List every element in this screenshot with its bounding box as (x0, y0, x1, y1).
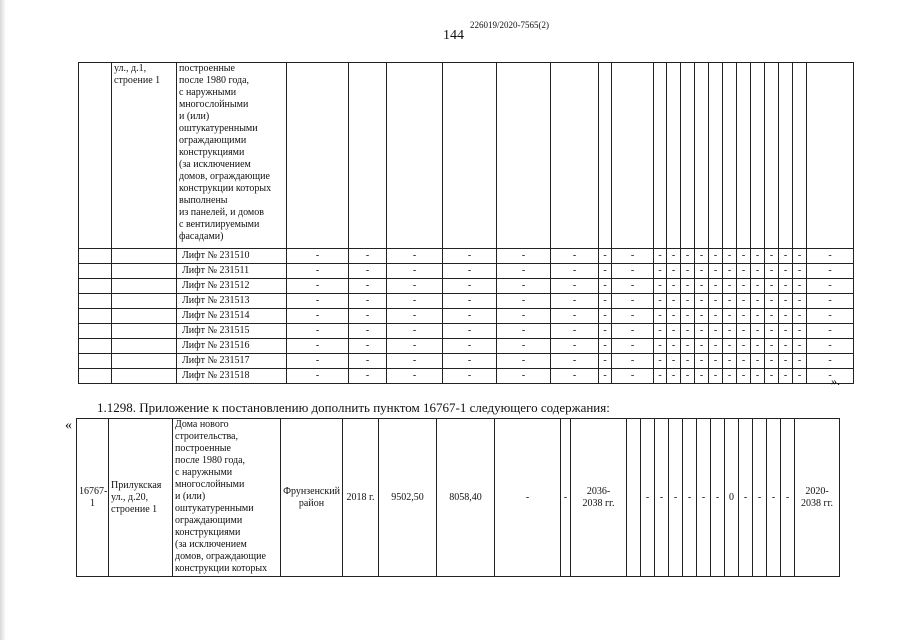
dash-cell: - (443, 369, 497, 384)
dash-cell: - (349, 369, 387, 384)
dash-cell: - (654, 324, 667, 339)
lift-row (79, 369, 854, 384)
dash-cell: - (612, 264, 654, 279)
entry-dash: - (739, 419, 753, 577)
dash-cell: - (765, 294, 779, 309)
dash-cell: - (551, 339, 599, 354)
dash-cell: - (723, 309, 737, 324)
dash-cell: - (387, 369, 443, 384)
entry-area-living: 8058,40 (437, 419, 495, 577)
dash-cell: - (612, 339, 654, 354)
dash-cell: - (654, 279, 667, 294)
dash-cell: - (737, 309, 751, 324)
dash-cell: - (654, 309, 667, 324)
dash-cell: - (765, 279, 779, 294)
entry-dash: - (655, 419, 669, 577)
dash-cell: - (779, 264, 793, 279)
dash-cell: - (287, 339, 349, 354)
dash-cell: - (612, 354, 654, 369)
dash-cell: - (497, 324, 551, 339)
dash-cell: - (599, 249, 612, 264)
lift-label: Лифт № 231510 (177, 249, 287, 264)
dash-cell: - (793, 249, 807, 264)
entry-dash: - (753, 419, 767, 577)
dash-cell: - (751, 309, 765, 324)
dash-cell: - (695, 324, 709, 339)
dash-cell: - (497, 294, 551, 309)
dash-cell: - (695, 339, 709, 354)
dash-cell: - (723, 369, 737, 384)
dash-cell: - (765, 354, 779, 369)
dash-cell: - (793, 324, 807, 339)
dash-cell: - (612, 279, 654, 294)
dash-cell: - (695, 279, 709, 294)
dash-cell: - (387, 279, 443, 294)
dash-cell: - (287, 294, 349, 309)
dash-cell: - (709, 339, 723, 354)
dash-cell: - (709, 369, 723, 384)
entry-number: 16767-1 (77, 419, 109, 577)
dash-cell: - (751, 339, 765, 354)
dash-cell: - (551, 279, 599, 294)
dash-cell: - (599, 354, 612, 369)
dash-cell: - (599, 324, 612, 339)
dash-cell: - (723, 324, 737, 339)
dash-cell: - (551, 309, 599, 324)
dash-cell: - (612, 249, 654, 264)
dash-cell: - (807, 264, 854, 279)
dash-cell: - (349, 294, 387, 309)
dash-cell: - (497, 279, 551, 294)
dash-cell: - (667, 249, 681, 264)
lift-row (79, 279, 854, 294)
dash-cell: - (387, 309, 443, 324)
dash-cell: - (737, 339, 751, 354)
dash-cell: - (287, 369, 349, 384)
lift-row (79, 309, 854, 324)
dash-cell: - (667, 369, 681, 384)
dash-cell: - (681, 369, 695, 384)
entry-address: Прилукская ул., д.20, строение 1 (109, 419, 173, 577)
dash-cell: - (751, 369, 765, 384)
lift-label: Лифт № 231511 (177, 264, 287, 279)
dash-cell: - (709, 294, 723, 309)
dash-cell: - (287, 354, 349, 369)
entry-dash: - (669, 419, 683, 577)
dash-cell: - (287, 279, 349, 294)
dash-cell: - (681, 264, 695, 279)
lift-row (79, 339, 854, 354)
dash-cell: - (751, 294, 765, 309)
dash-cell: - (681, 294, 695, 309)
dash-cell: - (723, 279, 737, 294)
number-cell (79, 63, 112, 249)
dash-cell: - (681, 249, 695, 264)
dash-cell: - (695, 354, 709, 369)
dash-cell: - (709, 324, 723, 339)
dash-cell: - (387, 264, 443, 279)
page-number: 144 (443, 28, 464, 43)
dash-cell: - (765, 339, 779, 354)
dash-cell: - (654, 354, 667, 369)
entry-dash: - (767, 419, 781, 577)
dash-cell: - (497, 264, 551, 279)
dash-cell: - (709, 309, 723, 324)
dash-cell: - (681, 309, 695, 324)
dash-cell: - (751, 279, 765, 294)
dash-cell: - (737, 354, 751, 369)
dash-cell: - (497, 339, 551, 354)
entry-dash: - (561, 419, 571, 577)
dash-cell: - (793, 264, 807, 279)
dash-cell: - (387, 249, 443, 264)
dash-cell: - (599, 309, 612, 324)
entry-area-total: 9502,50 (379, 419, 437, 577)
entry-period-2: 2020- 2038 гг. (795, 419, 840, 577)
dash-cell: - (695, 264, 709, 279)
dash-cell: - (612, 324, 654, 339)
dash-cell: - (751, 264, 765, 279)
entry-period-1: 2036- 2038 гг. (571, 419, 627, 577)
dash-cell: - (349, 279, 387, 294)
dash-cell: - (807, 339, 854, 354)
lift-label: Лифт № 231516 (177, 339, 287, 354)
lift-label: Лифт № 231513 (177, 294, 287, 309)
dash-cell: - (695, 369, 709, 384)
dash-cell: - (779, 279, 793, 294)
lift-label: Лифт № 231514 (177, 309, 287, 324)
dash-cell: - (654, 264, 667, 279)
dash-cell: - (551, 264, 599, 279)
dash-cell: - (667, 294, 681, 309)
house-type-cell: построенные после 1980 года, с наружными многослойными и (или) оштукатуренными ограждающими конструкциями (за исключением домов, ограждающие конструкции которых выполнены из панелей, и домов с вентилируемыми фасадами) (177, 63, 287, 249)
dash-cell: - (793, 339, 807, 354)
dash-cell: - (287, 324, 349, 339)
dash-cell: - (667, 324, 681, 339)
dash-cell: - (387, 339, 443, 354)
lift-row (79, 249, 854, 264)
dash-cell: - (779, 309, 793, 324)
dash-cell: - (443, 249, 497, 264)
dash-cell: - (287, 249, 349, 264)
dash-cell: - (349, 264, 387, 279)
dash-cell: - (807, 294, 854, 309)
dash-cell: - (793, 294, 807, 309)
dash-cell: - (497, 309, 551, 324)
buildings-table-continued (78, 62, 854, 384)
dash-cell: - (387, 294, 443, 309)
entry-year: 2018 г. (343, 419, 379, 577)
dash-cell: - (443, 264, 497, 279)
entry-dash: - (781, 419, 795, 577)
entry-district: Фрунзенский район (281, 419, 343, 577)
dash-cell: - (349, 309, 387, 324)
entry-dash: - (711, 419, 725, 577)
dash-cell: - (695, 309, 709, 324)
dash-cell: - (599, 339, 612, 354)
dash-cell: - (765, 309, 779, 324)
dash-cell: - (681, 339, 695, 354)
dash-cell: - (654, 294, 667, 309)
dash-cell: - (681, 354, 695, 369)
dash-cell: - (497, 354, 551, 369)
dash-cell: - (612, 294, 654, 309)
dash-cell: - (654, 249, 667, 264)
dash-cell: - (612, 309, 654, 324)
dash-cell: - (349, 249, 387, 264)
dash-cell: - (723, 264, 737, 279)
document-number: 226019/2020-7565(2) (470, 20, 549, 30)
dash-cell: - (551, 324, 599, 339)
dash-cell: - (751, 249, 765, 264)
dash-cell: - (695, 294, 709, 309)
dash-cell: - (551, 294, 599, 309)
entry-dash: - (683, 419, 697, 577)
dash-cell: - (723, 339, 737, 354)
dash-cell: - (287, 264, 349, 279)
dash-cell: - (779, 294, 793, 309)
dash-cell: - (443, 294, 497, 309)
dash-cell: - (779, 369, 793, 384)
dash-cell: - (779, 249, 793, 264)
entry-dash: - (495, 419, 561, 577)
dash-cell: - (551, 369, 599, 384)
dash-cell: - (737, 294, 751, 309)
dash-cell: - (807, 249, 854, 264)
lift-row (79, 294, 854, 309)
dash-cell: - (667, 264, 681, 279)
closing-quote: ». (831, 374, 840, 388)
dash-cell: - (737, 249, 751, 264)
dash-cell: - (551, 249, 599, 264)
lift-row (79, 264, 854, 279)
dash-cell: - (709, 264, 723, 279)
dash-cell: - (667, 354, 681, 369)
dash-cell: - (443, 339, 497, 354)
dash-cell: - (681, 324, 695, 339)
dash-cell: - (765, 249, 779, 264)
dash-cell: - (387, 324, 443, 339)
dash-cell: - (695, 249, 709, 264)
new-building-row (77, 419, 840, 577)
dash-cell: - (654, 369, 667, 384)
dash-cell: - (779, 324, 793, 339)
dash-cell: - (287, 309, 349, 324)
dash-cell: - (667, 339, 681, 354)
dash-cell: - (551, 354, 599, 369)
dash-cell: - (443, 279, 497, 294)
dash-cell: - (737, 279, 751, 294)
dash-cell: - (443, 354, 497, 369)
entry-zero: 0 (725, 419, 739, 577)
lift-label: Лифт № 231517 (177, 354, 287, 369)
lift-row (79, 324, 854, 339)
dash-cell: - (709, 279, 723, 294)
dash-cell: - (387, 354, 443, 369)
entry-house-type: Дома нового строительства, построенные после 1980 года, с наружными многослойными и (или) оштукатуренными ограждающими конструкциями (за исключением домов, ограждающие конструкции которых (173, 419, 281, 577)
scan-edge (0, 0, 6, 640)
dash-cell: - (807, 354, 854, 369)
lift-label: Лифт № 231512 (177, 279, 287, 294)
dash-cell: - (612, 369, 654, 384)
dash-cell: - (737, 264, 751, 279)
dash-cell: - (349, 324, 387, 339)
entry-dash: - (697, 419, 711, 577)
dash-cell: - (667, 279, 681, 294)
dash-cell: - (751, 354, 765, 369)
new-entry-table (76, 418, 840, 577)
dash-cell: - (723, 354, 737, 369)
dash-cell: - (807, 324, 854, 339)
dash-cell: - (599, 264, 612, 279)
entry-dash: - (641, 419, 655, 577)
dash-cell: - (779, 339, 793, 354)
lift-label: Лифт № 231518 (177, 369, 287, 384)
building-row (79, 63, 854, 249)
dash-cell: - (349, 339, 387, 354)
dash-cell: - (737, 369, 751, 384)
lift-label: Лифт № 231515 (177, 324, 287, 339)
dash-cell: - (599, 279, 612, 294)
dash-cell: - (723, 249, 737, 264)
lift-row (79, 354, 854, 369)
dash-cell: - (793, 369, 807, 384)
dash-cell: - (443, 324, 497, 339)
dash-cell: - (709, 354, 723, 369)
dash-cell: - (709, 249, 723, 264)
dash-cell: - (765, 264, 779, 279)
opening-quote: « (65, 418, 72, 433)
dash-cell: - (497, 249, 551, 264)
dash-cell: - (599, 294, 612, 309)
dash-cell: - (723, 294, 737, 309)
amendment-paragraph: 1.1298. Приложение к постановлению дополнить пунктом 16767-1 следующего содержания: (97, 400, 610, 415)
dash-cell: - (667, 309, 681, 324)
dash-cell: - (779, 354, 793, 369)
dash-cell: - (654, 339, 667, 354)
dash-cell: - (765, 369, 779, 384)
dash-cell: - (807, 279, 854, 294)
dash-cell: - (793, 354, 807, 369)
dash-cell: - (793, 309, 807, 324)
dash-cell: - (599, 369, 612, 384)
dash-cell: - (751, 324, 765, 339)
dash-cell: - (497, 369, 551, 384)
address-cell: ул., д.1, строение 1 (112, 63, 177, 249)
dash-cell: - (807, 369, 854, 384)
dash-cell: - (443, 309, 497, 324)
dash-cell: - (349, 354, 387, 369)
dash-cell: - (793, 279, 807, 294)
dash-cell: - (737, 324, 751, 339)
dash-cell: - (807, 309, 854, 324)
dash-cell: - (681, 279, 695, 294)
dash-cell: - (765, 324, 779, 339)
